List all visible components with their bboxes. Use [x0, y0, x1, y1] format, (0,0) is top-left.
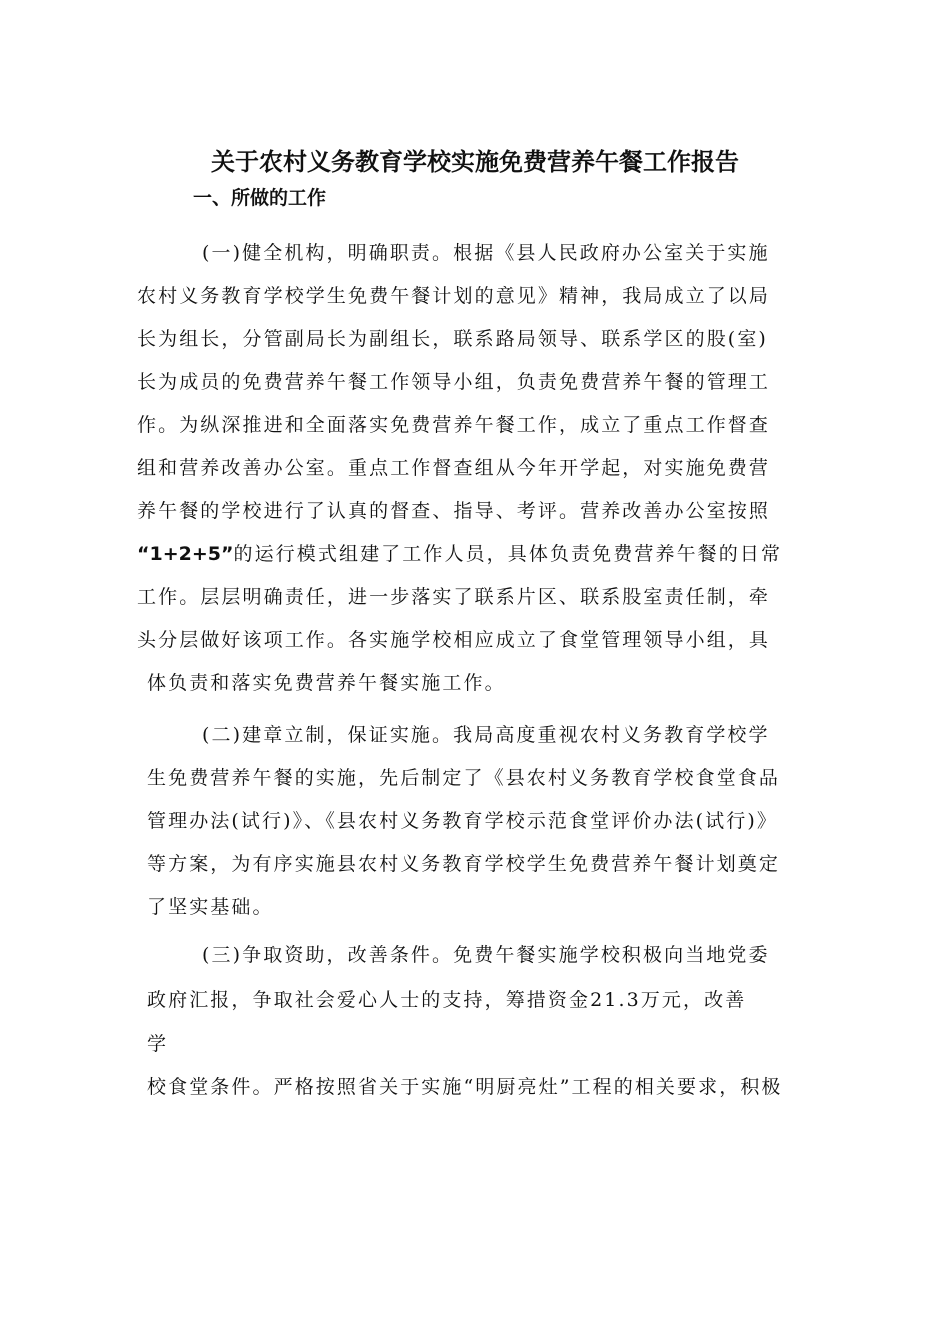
paragraph-1-line-11: 体负责和落实免费营养午餐实施工作。	[147, 672, 506, 694]
paragraph-2-line-2: 生免费营养午餐的实施，先后制定了《县农村义务教育学校食堂食品	[147, 767, 781, 789]
paragraph-1-line-1: (一)健全机构，明确职责。根据《县人民政府办公室关于实施	[202, 242, 770, 264]
paragraph-3-line-3: 学	[147, 1033, 169, 1055]
document-title: 关于农村义务教育学校实施免费营养午餐工作报告	[211, 148, 739, 176]
paragraph-2-line-1: (二)建章立制，保证实施。我局高度重视农村义务教育学校学	[202, 724, 770, 746]
operation-model-label: “1+2+5”	[137, 543, 234, 565]
paragraph-1-line-5: 作。为纵深推进和全面落实免费营养午餐工作，成立了重点工作督查	[137, 414, 771, 436]
paragraph-2-line-3: 管理办法(试行)》、《县农村义务教育学校示范食堂评价办法(试行)》	[147, 810, 778, 832]
paragraph-2-line-5: 了坚实基础。	[147, 896, 274, 918]
paragraph-1-line-4: 长为成员的免费营养午餐工作领导小组，负责免费营养午餐的管理工	[137, 371, 771, 393]
paragraph-1-line-6: 组和营养改善办公室。重点工作督查组从今年开学起，对实施免费营	[137, 457, 771, 479]
paragraph-1-line-8	[137, 541, 782, 567]
paragraph-3-line-4: 校食堂条件。严格按照省关于实施“明厨亮灶”工程的相关要求，积极	[147, 1076, 783, 1098]
paragraph-3-line-2: 政府汇报，争取社会爱心人士的支持，筹措资金21.3万元，改善	[147, 989, 747, 1011]
paragraph-3-line-1: (三)争取资助，改善条件。免费午餐实施学校积极向当地党委	[202, 944, 770, 966]
paragraph-1-line-7: 养午餐的学校进行了认真的督查、指导、考评。营养改善办公室按照	[137, 500, 771, 522]
paragraph-1-line-9: 工作。层层明确责任，进一步落实了联系片区、联系股室责任制，牵	[137, 586, 771, 608]
paragraph-1-line-3: 长为组长，分管副局长为副组长，联系路局领导、联系学区的股(室)	[137, 328, 768, 350]
paragraph-1-line-10: 头分层做好该项工作。各实施学校相应成立了食堂管理领导小组，具	[137, 629, 771, 651]
paragraph-2-line-4: 等方案，为有序实施县农村义务教育学校学生免费营养午餐计划奠定	[147, 853, 781, 875]
paragraph-1-line-2: 农村义务教育学校学生免费午餐计划的意见》精神，我局成立了以局	[137, 285, 771, 307]
paragraph-1-line-8-text: 的运行模式组建了工作人员，具体负责免费营养午餐的日常	[233, 543, 783, 565]
section-heading: 一、所做的工作	[193, 187, 327, 209]
